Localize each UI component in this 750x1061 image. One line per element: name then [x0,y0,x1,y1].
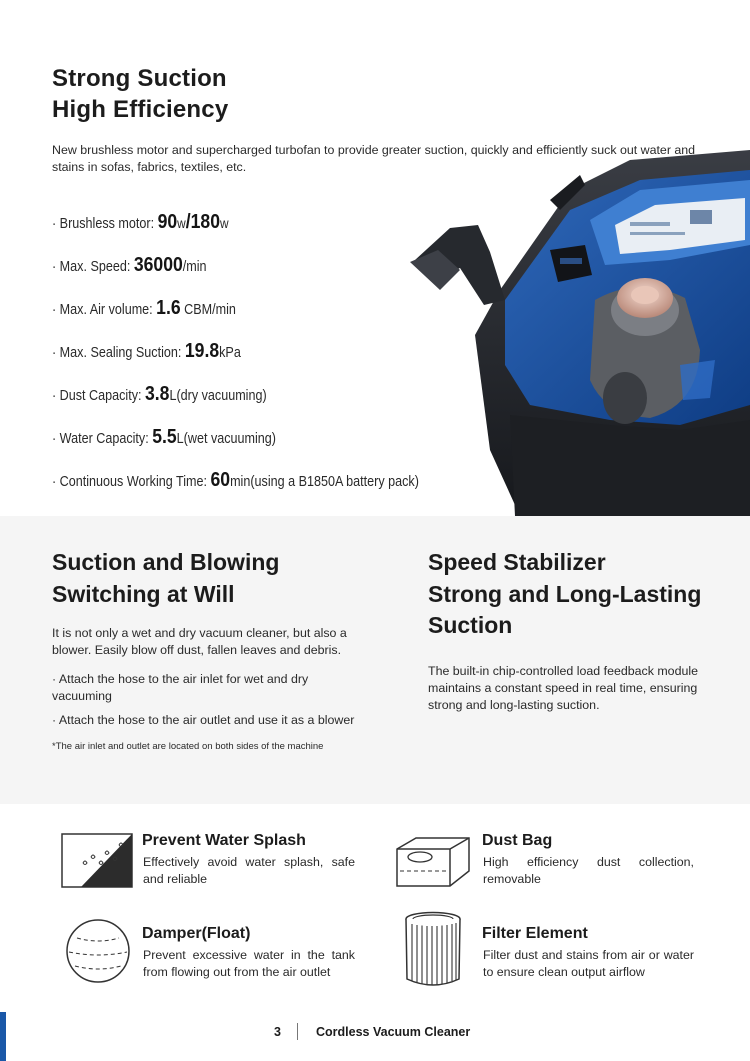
feature-title-filter: Filter Element [482,925,588,942]
spec-list [52,204,469,505]
bullet-blower: · Attach the hose to the air outlet and use it as a blower [52,713,355,727]
section-title-suction-blowing [52,547,279,610]
title-line-1: Suction and Blowing [52,549,280,575]
features-band [0,516,750,804]
spec-water-capacity: · Water Capacity: 5.5L(wet vacuuming) [52,426,276,448]
page-footer [0,1020,750,1046]
spec-brushless-motor: · Brushless motor: 90w/180w [52,211,229,233]
spec-dust-capacity: · Dust Capacity: 3.8L(dry vacuuming) [52,383,267,405]
feature-desc-damper: Prevent excessive water in the tank from flowing out from the air outlet [143,948,355,979]
page-number: 3 [274,1025,281,1039]
title-line-1: Strong Suction [52,65,227,92]
spec-max-air-volume: · Max. Air volume: 1.6 CBM/min [52,297,236,319]
title-line-1: Speed Stabilizer [428,549,606,575]
speed-stabilizer-text: The built-in chip-controlled load feedback module maintains a constant speed in real time, ensuring strong and long-lasting suction. [428,664,698,712]
feature-desc-dust-bag: High efficiency dust collection, removable [483,855,694,886]
feature-title-dust-bag: Dust Bag [482,832,553,849]
section-title-strong-suction [52,63,228,125]
bullet-wet-dry: · Attach the hose to the air inlet for wet and dry vacuuming [52,672,309,703]
footnote: *The air inlet and outlet are located on both sides of the machine [52,741,324,752]
document-title: Cordless Vacuum Cleaner [316,1025,471,1039]
filter-element-icon [403,911,463,987]
spec-max-sealing-suction: · Max. Sealing Suction: 19.8kPa [52,340,241,362]
title-line-3: Suction [428,612,513,638]
title-line-2: High Efficiency [52,96,229,123]
feature-title-damper: Damper(Float) [142,925,251,942]
spec-working-time: · Continuous Working Time: 60min(using a B1850A battery pack) [52,469,419,491]
feature-desc-filter: Filter dust and stains from air or water to ensure clean output airflow [483,948,694,979]
title-line-2: Strong and Long-Lasting [428,580,702,607]
water-splash-icon [61,833,133,888]
dust-bag-icon [394,835,472,889]
spec-max-speed: · Max. Speed: 36000/min [52,254,207,276]
strong-suction-section [0,0,750,516]
title-line-2: Switching at Will [52,580,235,607]
footer-divider [297,1023,298,1040]
suction-blowing-text: It is not only a wet and dry vacuum cleaner, but also a blower. Easily blow off dust, fallen leaves and debris. [52,626,347,657]
section-title-speed-stabilizer [428,547,701,642]
intro-paragraph: New brushless motor and supercharged turbofan to provide greater suction, quickly and efficiently suck out water and stains in sofas, fabrics, textiles, etc. [52,143,696,174]
feature-title-water-splash: Prevent Water Splash [142,832,306,849]
damper-float-icon [65,918,131,984]
feature-desc-water-splash: Effectively avoid water splash, safe and reliable [143,855,355,886]
